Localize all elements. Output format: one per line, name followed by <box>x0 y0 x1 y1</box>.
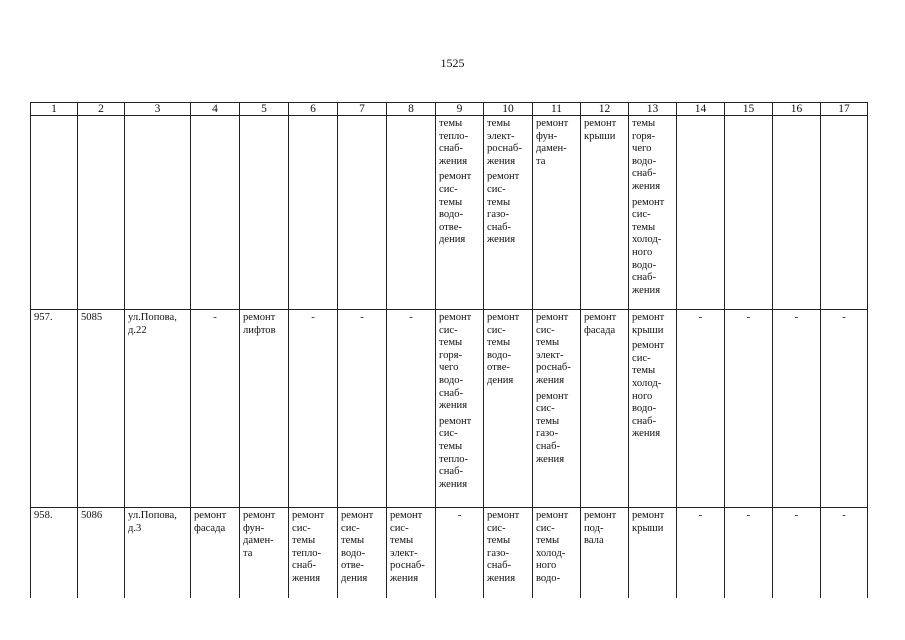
table-row-continuation <box>31 116 868 310</box>
table-cell: - <box>773 508 821 599</box>
table-cell <box>240 508 289 599</box>
address-cell: ул.Попова, д.22 <box>125 310 191 508</box>
column-header: 3 <box>125 103 191 116</box>
row-number: 957. <box>31 310 78 508</box>
address-cell: ул.Попова, д.3 <box>125 508 191 599</box>
column-header: 17 <box>821 103 868 116</box>
table-cell: - <box>338 310 387 508</box>
work-item: ремонт сис- темы тепло- снаб- жения <box>439 415 472 490</box>
table-cell <box>484 116 533 310</box>
work-item: ремонт фасада <box>194 510 227 534</box>
work-item: темы элект- роснаб- жения <box>487 118 522 167</box>
table-cell: - <box>725 508 773 599</box>
table-cell: - <box>436 508 484 599</box>
work-item: ремонт сис- темы тепло- снаб- жения <box>292 510 325 584</box>
table-cell: - <box>191 310 240 508</box>
column-header: 16 <box>773 103 821 116</box>
table-cell <box>581 310 629 508</box>
work-item: ремонт лифтов <box>243 312 276 336</box>
column-header: 14 <box>677 103 725 116</box>
work-item: ремонт сис- темы холод- ного водо- снаб- жения <box>632 340 665 440</box>
table-cell <box>581 508 629 599</box>
table-cell <box>677 116 725 310</box>
table-cell <box>629 310 677 508</box>
work-item: ремонт сис- темы газо- снаб- жения <box>487 171 520 246</box>
table-cell <box>78 116 125 310</box>
work-item: темы тепло- снаб- жения <box>439 118 469 167</box>
table-cell: - <box>677 508 725 599</box>
work-item: ремонт сис- темы холод- ного водо- снаб- жения <box>632 196 665 296</box>
column-header: 15 <box>725 103 773 116</box>
work-item: ремонт крыши <box>632 510 665 534</box>
work-item: ремонт сис- темы водо- отве- дения <box>439 171 472 246</box>
table-cell: - <box>821 310 868 508</box>
work-item: ремонт сис- темы элект- роснаб- жения <box>390 510 425 584</box>
table-cell: - <box>677 310 725 508</box>
work-item: ремонт сис- темы элект- роснаб- жения <box>536 312 571 386</box>
page-number: 1525 <box>440 56 465 70</box>
work-item: ремонт крыши <box>584 118 617 142</box>
column-header: 6 <box>289 103 338 116</box>
column-header: 13 <box>629 103 677 116</box>
table-cell: - <box>289 310 338 508</box>
table-cell <box>289 508 338 599</box>
table-cell <box>436 310 484 508</box>
table-cell <box>191 508 240 599</box>
work-item: ремонт сис- темы водо- отве- дения <box>487 312 520 386</box>
work-item: ремонт сис- темы водо- отве- дения <box>341 510 374 584</box>
work-item: ремонт сис- темы горя- чего водо- снаб- жения <box>439 312 472 412</box>
table-row <box>31 508 868 599</box>
table-cell <box>338 508 387 599</box>
header-row <box>31 103 868 116</box>
work-item: ремонт фун- дамен- та <box>536 118 569 167</box>
works-table <box>30 102 868 598</box>
table-cell: - <box>387 310 436 508</box>
work-item: ремонт сис- темы холод- ного водо- <box>536 510 569 584</box>
work-item: темы горя- чего водо- снаб- жения <box>632 118 661 192</box>
table-cell <box>387 508 436 599</box>
table-cell: - <box>773 310 821 508</box>
column-header: 4 <box>191 103 240 116</box>
table-cell <box>629 116 677 310</box>
table-cell <box>436 116 484 310</box>
table-cell <box>581 116 629 310</box>
table-cell <box>240 310 289 508</box>
work-item: ремонт крыши <box>632 312 665 336</box>
table-cell <box>125 116 191 310</box>
table-cell <box>821 116 868 310</box>
table-cell <box>533 508 581 599</box>
table-cell <box>338 116 387 310</box>
building-code: 5085 <box>78 310 125 508</box>
row-number: 958. <box>31 508 78 599</box>
table-cell <box>387 116 436 310</box>
work-item: ремонт сис- темы газо- снаб- жения <box>487 510 520 584</box>
table-cell <box>484 508 533 599</box>
work-item: ремонт фун- дамен- та <box>243 510 276 559</box>
column-header: 5 <box>240 103 289 116</box>
column-header: 12 <box>581 103 629 116</box>
column-header: 8 <box>387 103 436 116</box>
column-header: 7 <box>338 103 387 116</box>
table-cell <box>533 310 581 508</box>
table-cell <box>629 508 677 599</box>
column-header: 10 <box>484 103 533 116</box>
table-cell <box>191 116 240 310</box>
column-header: 9 <box>436 103 484 116</box>
table-cell <box>773 116 821 310</box>
work-item: ремонт сис- темы газо- снаб- жения <box>536 390 569 465</box>
column-header: 1 <box>31 103 78 116</box>
table-cell <box>484 310 533 508</box>
building-code: 5086 <box>78 508 125 599</box>
table-row <box>31 310 868 508</box>
table-cell <box>289 116 338 310</box>
column-header: 11 <box>533 103 581 116</box>
table-cell <box>533 116 581 310</box>
table-cell <box>725 116 773 310</box>
table-cell: - <box>725 310 773 508</box>
table-cell <box>240 116 289 310</box>
table-cell <box>31 116 78 310</box>
table-cell: - <box>821 508 868 599</box>
work-item: ремонт фасада <box>584 312 617 336</box>
column-header: 2 <box>78 103 125 116</box>
work-item: ремонт под- вала <box>584 510 617 547</box>
